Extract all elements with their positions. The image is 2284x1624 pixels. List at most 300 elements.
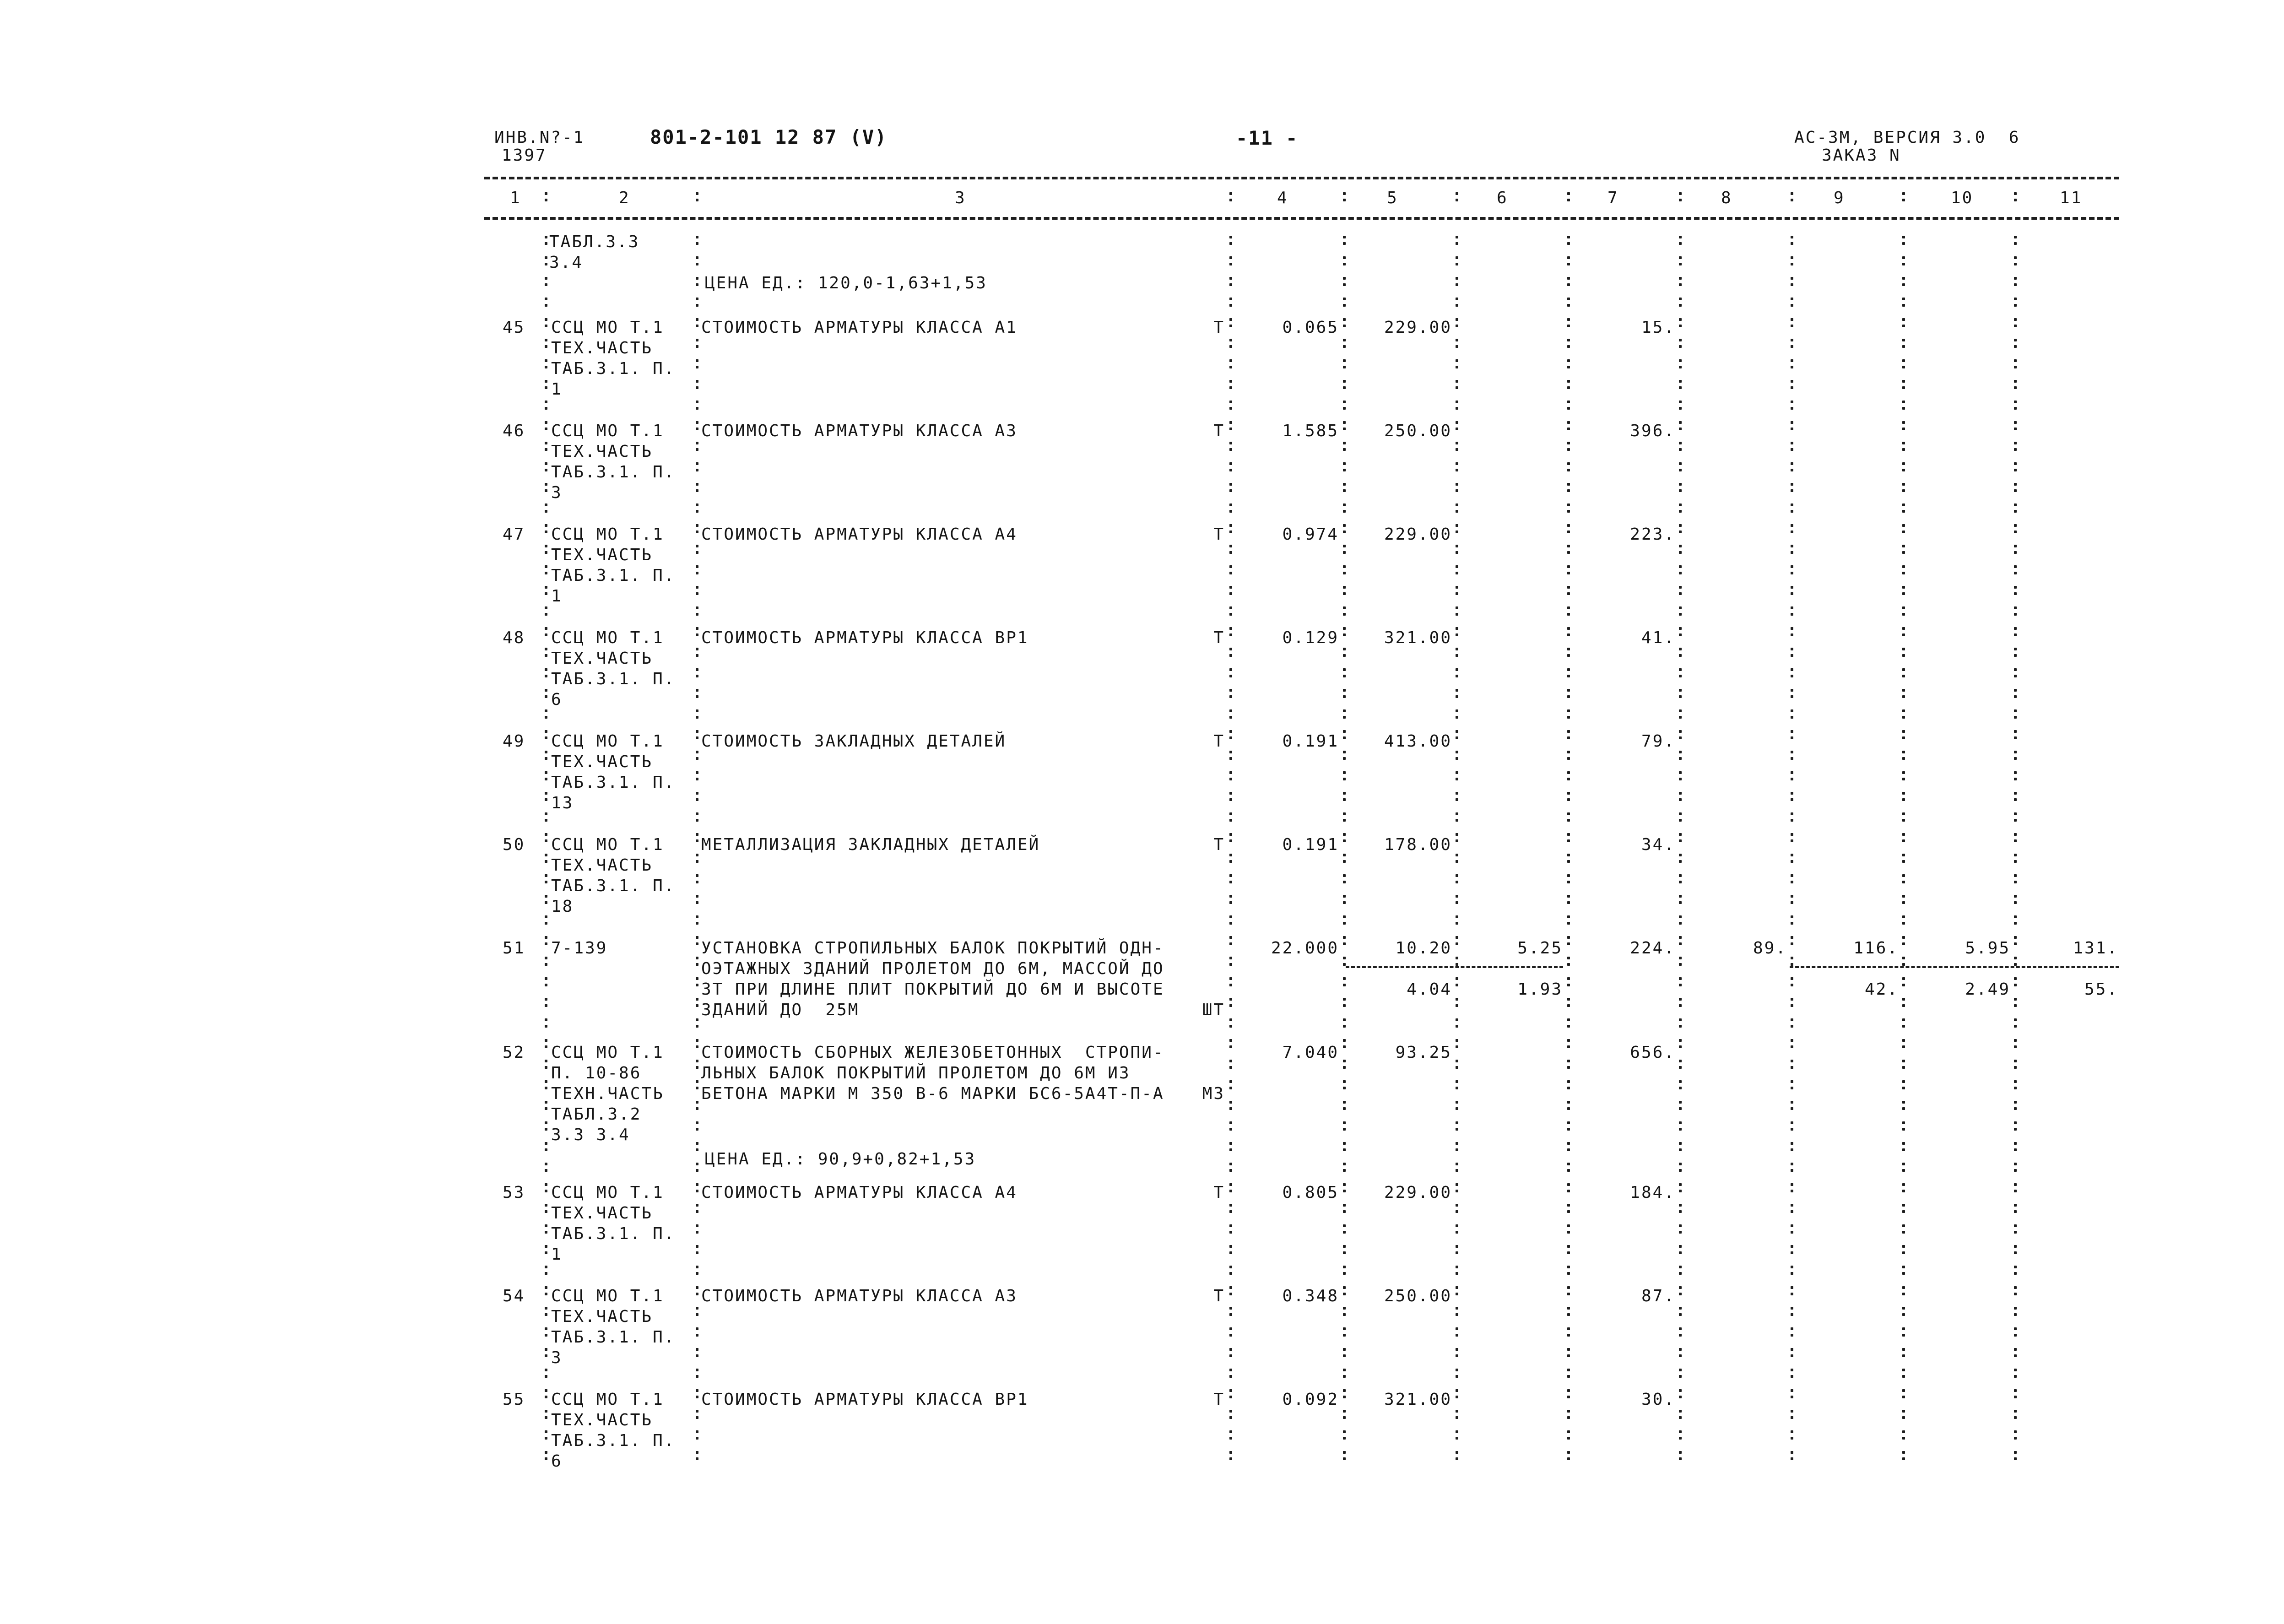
separator-dot	[1567, 963, 1570, 966]
header-separator-dot	[696, 199, 698, 201]
cell-c7: 223.	[1630, 525, 1675, 544]
separator-dot	[1902, 503, 1905, 506]
row-reference-line: 13	[551, 794, 574, 812]
separator-dot	[2014, 942, 2017, 945]
separator-dot	[2014, 469, 2017, 471]
separator-dot	[1343, 277, 1346, 280]
separator-dot	[1679, 1327, 1682, 1330]
separator-dot	[1456, 1266, 1458, 1268]
separator-dot	[1456, 1224, 1458, 1227]
separator-dot	[1456, 401, 1458, 403]
separator-dot	[545, 1101, 547, 1104]
sub-cell-c6: 1.93	[1517, 980, 1563, 999]
separator-dot	[1567, 689, 1570, 692]
separator-dot	[545, 1416, 547, 1419]
row-unit: Т	[1213, 1390, 1225, 1409]
separator-dot	[1456, 874, 1458, 877]
separator-dot	[2014, 1327, 2017, 1330]
separator-dot	[1343, 359, 1346, 362]
separator-dot	[545, 1060, 547, 1062]
separator-dot	[2014, 503, 2017, 506]
separator-dot	[696, 1266, 698, 1268]
separator-dot	[1679, 648, 1682, 650]
separator-dot	[1567, 736, 1570, 739]
separator-dot	[1791, 242, 1793, 245]
separator-dot	[1791, 263, 1793, 265]
separator-dot	[2014, 1101, 2017, 1104]
separator-dot	[1567, 1087, 1570, 1089]
separator-dot	[1791, 586, 1793, 589]
separator-dot	[1229, 648, 1232, 650]
separator-dot	[1679, 860, 1682, 863]
separator-dot	[1343, 668, 1346, 671]
separator-dot	[1456, 366, 1458, 368]
separator-dot	[1343, 716, 1346, 719]
separator-dot	[1791, 421, 1793, 424]
separator-dot	[1791, 1224, 1793, 1227]
column-header-7: 7	[1607, 189, 1619, 207]
separator-dot	[1679, 730, 1682, 733]
separator-dot	[1902, 1004, 1905, 1007]
separator-dot	[696, 277, 698, 280]
separator-dot	[1679, 854, 1682, 856]
separator-dot	[1567, 627, 1570, 630]
separator-dot	[1567, 448, 1570, 451]
separator-dot	[1229, 277, 1232, 280]
separator-dot	[1456, 318, 1458, 321]
separator-dot	[545, 1389, 547, 1392]
separator-dot	[2014, 401, 2017, 403]
separator-dot	[1343, 998, 1346, 1001]
separator-dot	[2014, 895, 2017, 898]
sub-cell-c5: 4.04	[1407, 980, 1452, 999]
separator-dot	[2014, 1128, 2017, 1131]
separator-dot	[696, 812, 698, 815]
separator-dot	[1229, 606, 1232, 609]
separator-dot	[1456, 1066, 1458, 1069]
separator-dot	[1791, 1313, 1793, 1316]
separator-dot	[1791, 1004, 1793, 1007]
separator-dot	[696, 613, 698, 616]
header-separator-dot	[545, 192, 547, 195]
separator-dot	[1679, 1080, 1682, 1083]
row-unit: ШТ	[1202, 1001, 1225, 1019]
separator-dot	[1902, 325, 1905, 327]
separator-dot	[696, 531, 698, 533]
separator-dot	[1791, 380, 1793, 383]
separator-dot	[1343, 1087, 1346, 1089]
row-reference-line: ТАБ.3.1. П.	[551, 463, 676, 482]
separator-dot	[1229, 1101, 1232, 1104]
separator-dot	[2014, 839, 2017, 842]
separator-dot	[696, 1163, 698, 1165]
row-reference-line: ТАБ.3.1. П.	[551, 566, 676, 585]
separator-dot	[696, 1210, 698, 1213]
separator-dot	[1791, 1334, 1793, 1337]
separator-dot	[1229, 716, 1232, 719]
separator-dot	[1229, 428, 1232, 430]
separator-dot	[545, 256, 547, 259]
separator-dot	[1456, 778, 1458, 780]
separator-dot	[1679, 716, 1682, 719]
separator-dot	[1902, 819, 1905, 822]
separator-dot	[696, 1101, 698, 1104]
separator-dot	[696, 963, 698, 966]
separator-dot	[1791, 469, 1793, 471]
separator-dot	[1229, 736, 1232, 739]
separator-dot	[2014, 977, 2017, 980]
separator-dot	[1791, 1437, 1793, 1440]
separator-dot	[696, 524, 698, 527]
separator-dot	[1343, 401, 1346, 403]
separator-dot	[1791, 798, 1793, 801]
separator-dot	[1456, 1080, 1458, 1083]
cell-c7: 79.	[1641, 732, 1675, 751]
separator-dot	[1679, 819, 1682, 822]
separator-dot	[1343, 1163, 1346, 1165]
separator-dot	[1343, 325, 1346, 327]
separator-dot	[696, 1183, 698, 1186]
separator-dot	[1679, 1437, 1682, 1440]
separator-dot	[1902, 551, 1905, 554]
cell-c6: 5.25	[1517, 939, 1563, 958]
separator-dot	[1902, 1128, 1905, 1131]
separator-dot	[1456, 1169, 1458, 1172]
separator-dot	[1567, 798, 1570, 801]
separator-dot	[1791, 881, 1793, 883]
separator-dot	[1343, 1437, 1346, 1440]
separator-dot	[2014, 407, 2017, 410]
separator-dot	[1229, 860, 1232, 863]
separator-dot	[1229, 1060, 1232, 1062]
separator-dot	[1791, 648, 1793, 650]
separator-dot	[1902, 812, 1905, 815]
separator-dot	[1343, 1375, 1346, 1378]
separator-dot	[1902, 277, 1905, 280]
separator-dot	[1456, 1354, 1458, 1357]
separator-dot	[1456, 613, 1458, 616]
separator-dot	[1456, 998, 1458, 1001]
separator-dot	[2014, 1039, 2017, 1042]
separator-dot	[545, 757, 547, 760]
separator-dot	[1343, 977, 1346, 980]
separator-dot	[2014, 277, 2017, 280]
separator-dot	[1229, 613, 1232, 616]
separator-dot	[545, 778, 547, 780]
separator-dot	[1791, 771, 1793, 774]
separator-dot	[1791, 1245, 1793, 1248]
separator-dot	[1567, 1224, 1570, 1227]
separator-dot	[1343, 854, 1346, 856]
separator-dot	[1567, 469, 1570, 471]
cell-c4: 1.585	[1282, 422, 1339, 440]
separator-dot	[1343, 963, 1346, 966]
row-reference-line: ТЕХ.ЧАСТЬ	[551, 1307, 653, 1326]
row-description-line: СТОИМОСТЬ АРМАТУРЫ КЛАССА А4	[701, 525, 1018, 544]
separator-dot	[2014, 1348, 2017, 1351]
separator-dot	[1456, 1142, 1458, 1145]
separator-dot	[1791, 510, 1793, 513]
separator-dot	[545, 942, 547, 945]
separator-dot	[1456, 915, 1458, 918]
separator-dot	[1791, 1060, 1793, 1062]
separator-dot	[696, 359, 698, 362]
separator-dot	[1343, 778, 1346, 780]
separator-dot	[1679, 1272, 1682, 1275]
header-separator-dot	[1567, 199, 1570, 201]
separator-dot	[545, 860, 547, 863]
separator-dot	[1456, 483, 1458, 486]
separator-dot	[1902, 489, 1905, 492]
separator-dot	[545, 915, 547, 918]
separator-dot	[545, 751, 547, 753]
separator-dot	[1229, 633, 1232, 636]
separator-dot	[1456, 751, 1458, 753]
separator-dot	[1791, 1190, 1793, 1192]
row-reference-line: ТЕХ.ЧАСТЬ	[551, 546, 653, 564]
separator-dot	[1902, 627, 1905, 630]
separator-dot	[1902, 1437, 1905, 1440]
separator-dot	[1679, 1087, 1682, 1089]
separator-dot	[1902, 1293, 1905, 1295]
separator-dot	[2014, 1369, 2017, 1371]
row-reference-line: ССЦ МО Т.1	[551, 318, 664, 337]
separator-dot	[1791, 1045, 1793, 1048]
separator-dot	[1902, 386, 1905, 389]
separator-dot	[1343, 874, 1346, 877]
separator-dot	[1456, 1190, 1458, 1192]
separator-dot	[545, 551, 547, 554]
separator-dot	[696, 922, 698, 925]
separator-dot	[1229, 689, 1232, 692]
separator-dot	[1791, 751, 1793, 753]
separator-dot	[1679, 359, 1682, 362]
separator-dot	[1567, 1313, 1570, 1316]
separator-dot	[2014, 366, 2017, 368]
separator-dot	[1343, 1060, 1346, 1062]
separator-dot	[1229, 380, 1232, 383]
row-reference-line: П. 10-86	[551, 1064, 642, 1083]
cell-c4: 0.129	[1282, 628, 1339, 647]
separator-dot	[1679, 510, 1682, 513]
separator-dot	[1229, 998, 1232, 1001]
separator-dot	[1456, 1430, 1458, 1433]
separator-dot	[545, 1163, 547, 1165]
separator-dot	[2014, 510, 2017, 513]
separator-dot	[1791, 812, 1793, 815]
separator-dot	[1902, 592, 1905, 595]
separator-dot	[1902, 462, 1905, 465]
separator-dot	[1791, 627, 1793, 630]
separator-dot	[1902, 771, 1905, 774]
separator-dot	[1343, 798, 1346, 801]
separator-dot	[1456, 1410, 1458, 1413]
separator-dot	[1902, 1066, 1905, 1069]
separator-dot	[545, 359, 547, 362]
separator-dot	[1902, 1416, 1905, 1419]
separator-dot	[1679, 1430, 1682, 1433]
separator-dot	[1567, 1369, 1570, 1371]
separator-dot	[1791, 1286, 1793, 1289]
separator-dot	[696, 551, 698, 554]
separator-dot	[1229, 489, 1232, 492]
separator-dot	[1456, 339, 1458, 341]
row-reference-line: 6	[551, 690, 563, 709]
column-header-10: 10	[1951, 189, 1974, 207]
separator-dot	[545, 236, 547, 238]
separator-dot	[1343, 1045, 1346, 1048]
separator-dot	[1791, 1307, 1793, 1310]
separator-dot	[1456, 442, 1458, 444]
header-top-rule	[484, 177, 2119, 179]
separator-dot	[2014, 998, 2017, 1001]
row-reference-line: ТЕХ.ЧАСТЬ	[551, 649, 653, 668]
separator-dot	[1902, 1142, 1905, 1145]
row-description-line: СТОИМОСТЬ АРМАТУРЫ КЛАССА А3	[701, 1287, 1018, 1305]
separator-dot	[1456, 798, 1458, 801]
separator-dot	[1567, 1004, 1570, 1007]
separator-dot	[1902, 1045, 1905, 1048]
separator-dot	[1229, 936, 1232, 939]
separator-dot	[1902, 1307, 1905, 1310]
separator-dot	[1902, 572, 1905, 574]
separator-dot	[1791, 1087, 1793, 1089]
separator-dot	[1343, 957, 1346, 959]
separator-dot	[545, 675, 547, 677]
separator-dot	[1229, 1410, 1232, 1413]
separator-dot	[1791, 998, 1793, 1001]
separator-dot	[2014, 586, 2017, 589]
separator-dot	[2014, 1169, 2017, 1172]
separator-dot	[1229, 1142, 1232, 1145]
separator-dot	[696, 325, 698, 327]
separator-dot	[1456, 489, 1458, 492]
separator-dot	[2014, 1437, 2017, 1440]
header-separator-dot	[2014, 199, 2017, 201]
separator-dot	[1343, 757, 1346, 760]
separator-dot	[696, 1066, 698, 1069]
separator-dot	[1679, 1251, 1682, 1254]
separator-dot	[1229, 709, 1232, 712]
separator-dot	[2014, 922, 2017, 925]
separator-dot	[1791, 895, 1793, 898]
separator-dot	[1456, 1272, 1458, 1275]
separator-dot	[545, 1004, 547, 1007]
separator-dot	[1902, 689, 1905, 692]
separator-dot	[696, 339, 698, 341]
cell-c4: 22.000	[1271, 939, 1339, 958]
separator-dot	[1902, 833, 1905, 836]
separator-dot	[1343, 565, 1346, 568]
separator-dot	[1567, 524, 1570, 527]
separator-dot	[545, 606, 547, 609]
separator-dot	[1679, 421, 1682, 424]
separator-dot	[696, 874, 698, 877]
separator-dot	[545, 1286, 547, 1289]
separator-dot	[2014, 668, 2017, 671]
separator-dot	[1679, 1107, 1682, 1110]
separator-dot	[696, 572, 698, 574]
row-description-line: СТОИМОСТЬ СБОРНЫХ ЖЕЛЕЗОБЕТОННЫХ СТРОПИ-	[701, 1043, 1164, 1062]
separator-dot	[545, 462, 547, 465]
separator-dot	[545, 428, 547, 430]
separator-dot	[1567, 1121, 1570, 1124]
separator-dot	[1902, 469, 1905, 471]
separator-dot	[2014, 716, 2017, 719]
separator-dot	[2014, 860, 2017, 863]
separator-dot	[1456, 1313, 1458, 1316]
separator-dot	[1902, 586, 1905, 589]
separator-dot	[1902, 695, 1905, 698]
separator-dot	[1229, 551, 1232, 554]
separator-dot	[1902, 339, 1905, 341]
separator-dot	[1456, 839, 1458, 842]
separator-dot	[1679, 1313, 1682, 1316]
row-description-line: БЕТОНА МАРКИ М 350 В-6 МАРКИ БС6-5А4Т-П-А	[701, 1084, 1164, 1103]
separator-dot	[545, 833, 547, 836]
separator-dot	[2014, 695, 2017, 698]
separator-dot	[545, 442, 547, 444]
separator-dot	[1343, 881, 1346, 883]
row-reference-line: ТАБ.3.1. П.	[551, 877, 676, 895]
separator-dot	[1229, 366, 1232, 368]
separator-dot	[1679, 572, 1682, 574]
separator-dot	[1791, 345, 1793, 348]
separator-dot	[1902, 977, 1905, 980]
separator-dot	[1229, 1451, 1232, 1454]
separator-dot	[1343, 442, 1346, 444]
separator-dot	[1343, 1128, 1346, 1131]
separator-dot	[1567, 1307, 1570, 1310]
separator-dot	[2014, 675, 2017, 677]
separator-dot	[1567, 1266, 1570, 1268]
separator-dot	[1229, 1327, 1232, 1330]
separator-dot	[1456, 1437, 1458, 1440]
separator-dot	[1567, 1348, 1570, 1351]
separator-dot	[1229, 1251, 1232, 1254]
separator-dot	[696, 592, 698, 595]
separator-dot	[1456, 1025, 1458, 1028]
separator-dot	[1567, 1190, 1570, 1192]
header-separator-dot	[1343, 192, 1346, 195]
separator-dot	[1567, 359, 1570, 362]
separator-dot	[1567, 1204, 1570, 1207]
separator-dot	[1791, 1142, 1793, 1145]
separator-dot	[1791, 778, 1793, 780]
separator-dot	[1791, 304, 1793, 307]
separator-dot	[696, 915, 698, 918]
separator-dot	[1343, 942, 1346, 945]
separator-dot	[1567, 998, 1570, 1001]
separator-dot	[1679, 1396, 1682, 1398]
separator-dot	[2014, 1231, 2017, 1234]
separator-dot	[696, 545, 698, 547]
separator-dot	[1679, 812, 1682, 815]
separator-dot	[1456, 716, 1458, 719]
separator-dot	[1679, 1004, 1682, 1007]
separator-dot	[696, 483, 698, 486]
separator-dot	[1229, 984, 1232, 986]
separator-dot	[696, 736, 698, 739]
separator-dot	[1343, 819, 1346, 822]
separator-dot	[545, 1375, 547, 1378]
separator-dot	[1343, 1148, 1346, 1151]
separator-dot	[1791, 462, 1793, 465]
separator-dot	[1343, 1183, 1346, 1186]
separator-dot	[1567, 428, 1570, 430]
separator-dot	[2014, 359, 2017, 362]
separator-dot	[1791, 318, 1793, 321]
